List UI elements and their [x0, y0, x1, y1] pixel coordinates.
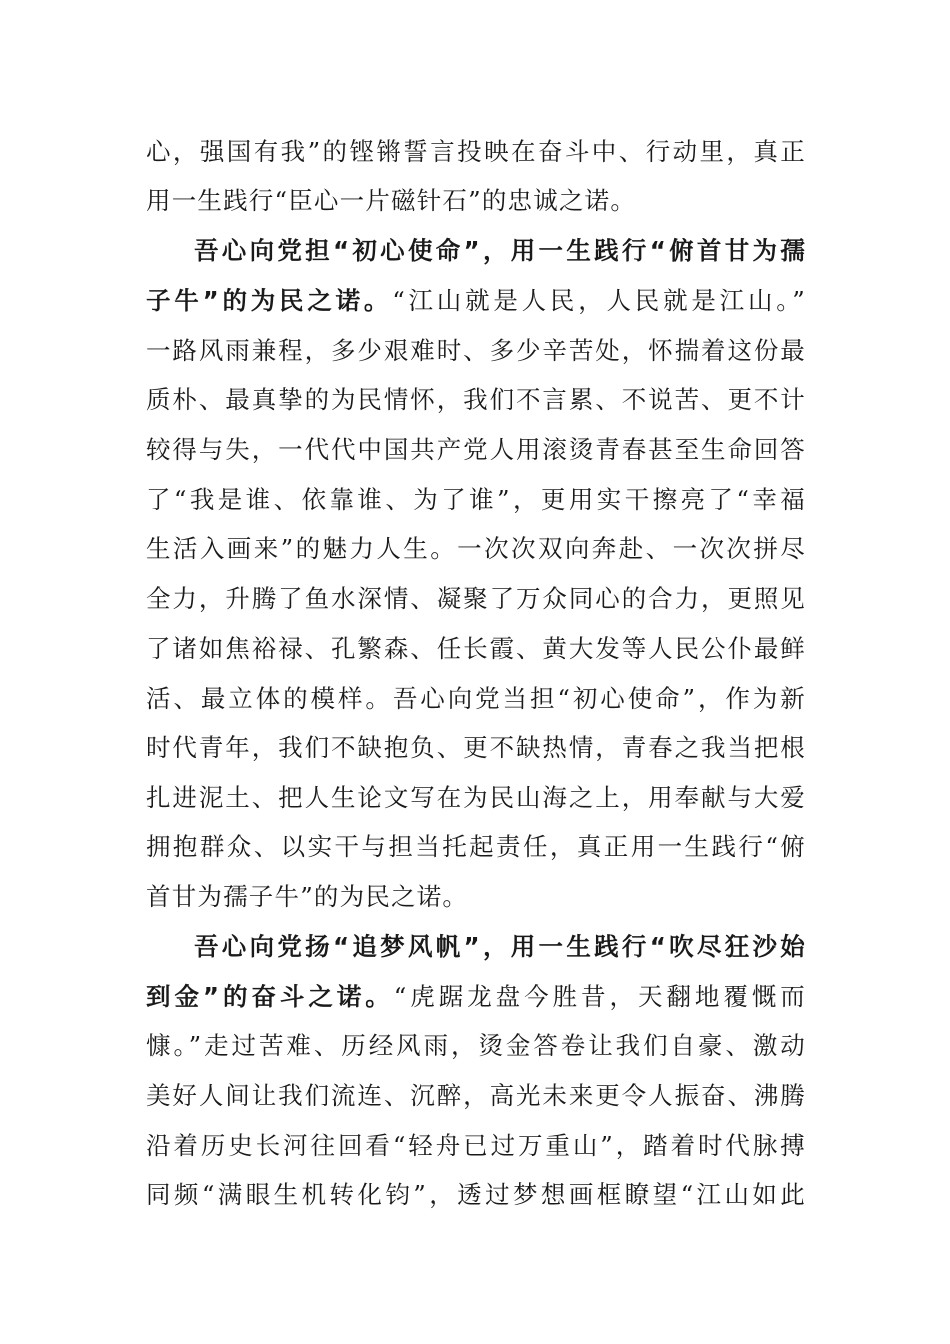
paragraph-heading-line: 子牛”的为民之诺。 — [146, 286, 393, 315]
paragraph-heading-line: 到金”的奋斗之诺。 — [146, 982, 394, 1011]
text-line — [146, 281, 806, 321]
text-line: 慷。”走过苦难、历经风雨，烫金答卷让我们自豪、激动 — [146, 1031, 806, 1060]
text-line: 同频“满眼生机转化钧”，透过梦想画框瞭望“江山如此 — [146, 1180, 806, 1209]
text-line: 了“我是谁、依靠谁、为了谁”，更用实干擦亮了“幸福 — [146, 485, 806, 514]
text-line: 较得与失，一代代中国共产党人用滚烫青春甚至生命回答 — [146, 435, 806, 464]
text-line: 质朴、最真挚的为民情怀，我们不言累、不说苦、更不计 — [146, 385, 806, 414]
text-line: 时代青年，我们不缺抱负、更不缺热情，青春之我当把根 — [146, 733, 806, 762]
text-line: 首甘为孺子牛”的为民之诺。 — [146, 882, 469, 911]
paragraph-heading-line: 吾心向党担“初心使命”，用一生践行“俯首甘为孺 — [194, 236, 806, 265]
text-line — [146, 977, 806, 1017]
text-line: 美好人间让我们流连、沉醉，高光未来更令人振奋、沸腾 — [146, 1081, 806, 1110]
text-line: 拥抱群众、以实干与担当托起责任，真正用一生践行“俯 — [146, 832, 806, 861]
quote-text: “江山就是人民，人民就是江山。” — [392, 286, 806, 315]
text-line: 了诸如焦裕禄、孔繁森、任长霞、黄大发等人民公仆最鲜 — [146, 634, 806, 663]
paragraph-heading-line: 吾心向党扬“追梦风帆”，用一生践行“吹尽狂沙始 — [194, 932, 806, 961]
text-line: 沿着历史长河往回看“轻舟已过万重山”，踏着时代脉搏 — [146, 1131, 806, 1160]
text-line: 扎进泥土、把人生论文写在为民山海之上，用奉献与大爱 — [146, 783, 806, 812]
text-line: 心，强国有我”的铿锵誓言投映在奋斗中、行动里，真正 — [146, 137, 806, 166]
quote-text: “虎踞龙盘今胜昔，天翻地覆慨而 — [393, 982, 806, 1011]
text-line: 全力，升腾了鱼水深情、凝聚了万众同心的合力，更照见 — [146, 584, 806, 613]
text-line: 活、最立体的模样。吾心向党当担“初心使命”，作为新 — [146, 684, 806, 713]
text-line: 一路风雨兼程，多少艰难时、多少辛苦处，怀揣着这份最 — [146, 336, 806, 365]
text-line: 用一生践行“臣心一片磁针石”的忠诚之诺。 — [146, 186, 637, 215]
text-line: 生活入画来”的魅力人生。一次次双向奔赴、一次次拼尽 — [146, 534, 806, 563]
